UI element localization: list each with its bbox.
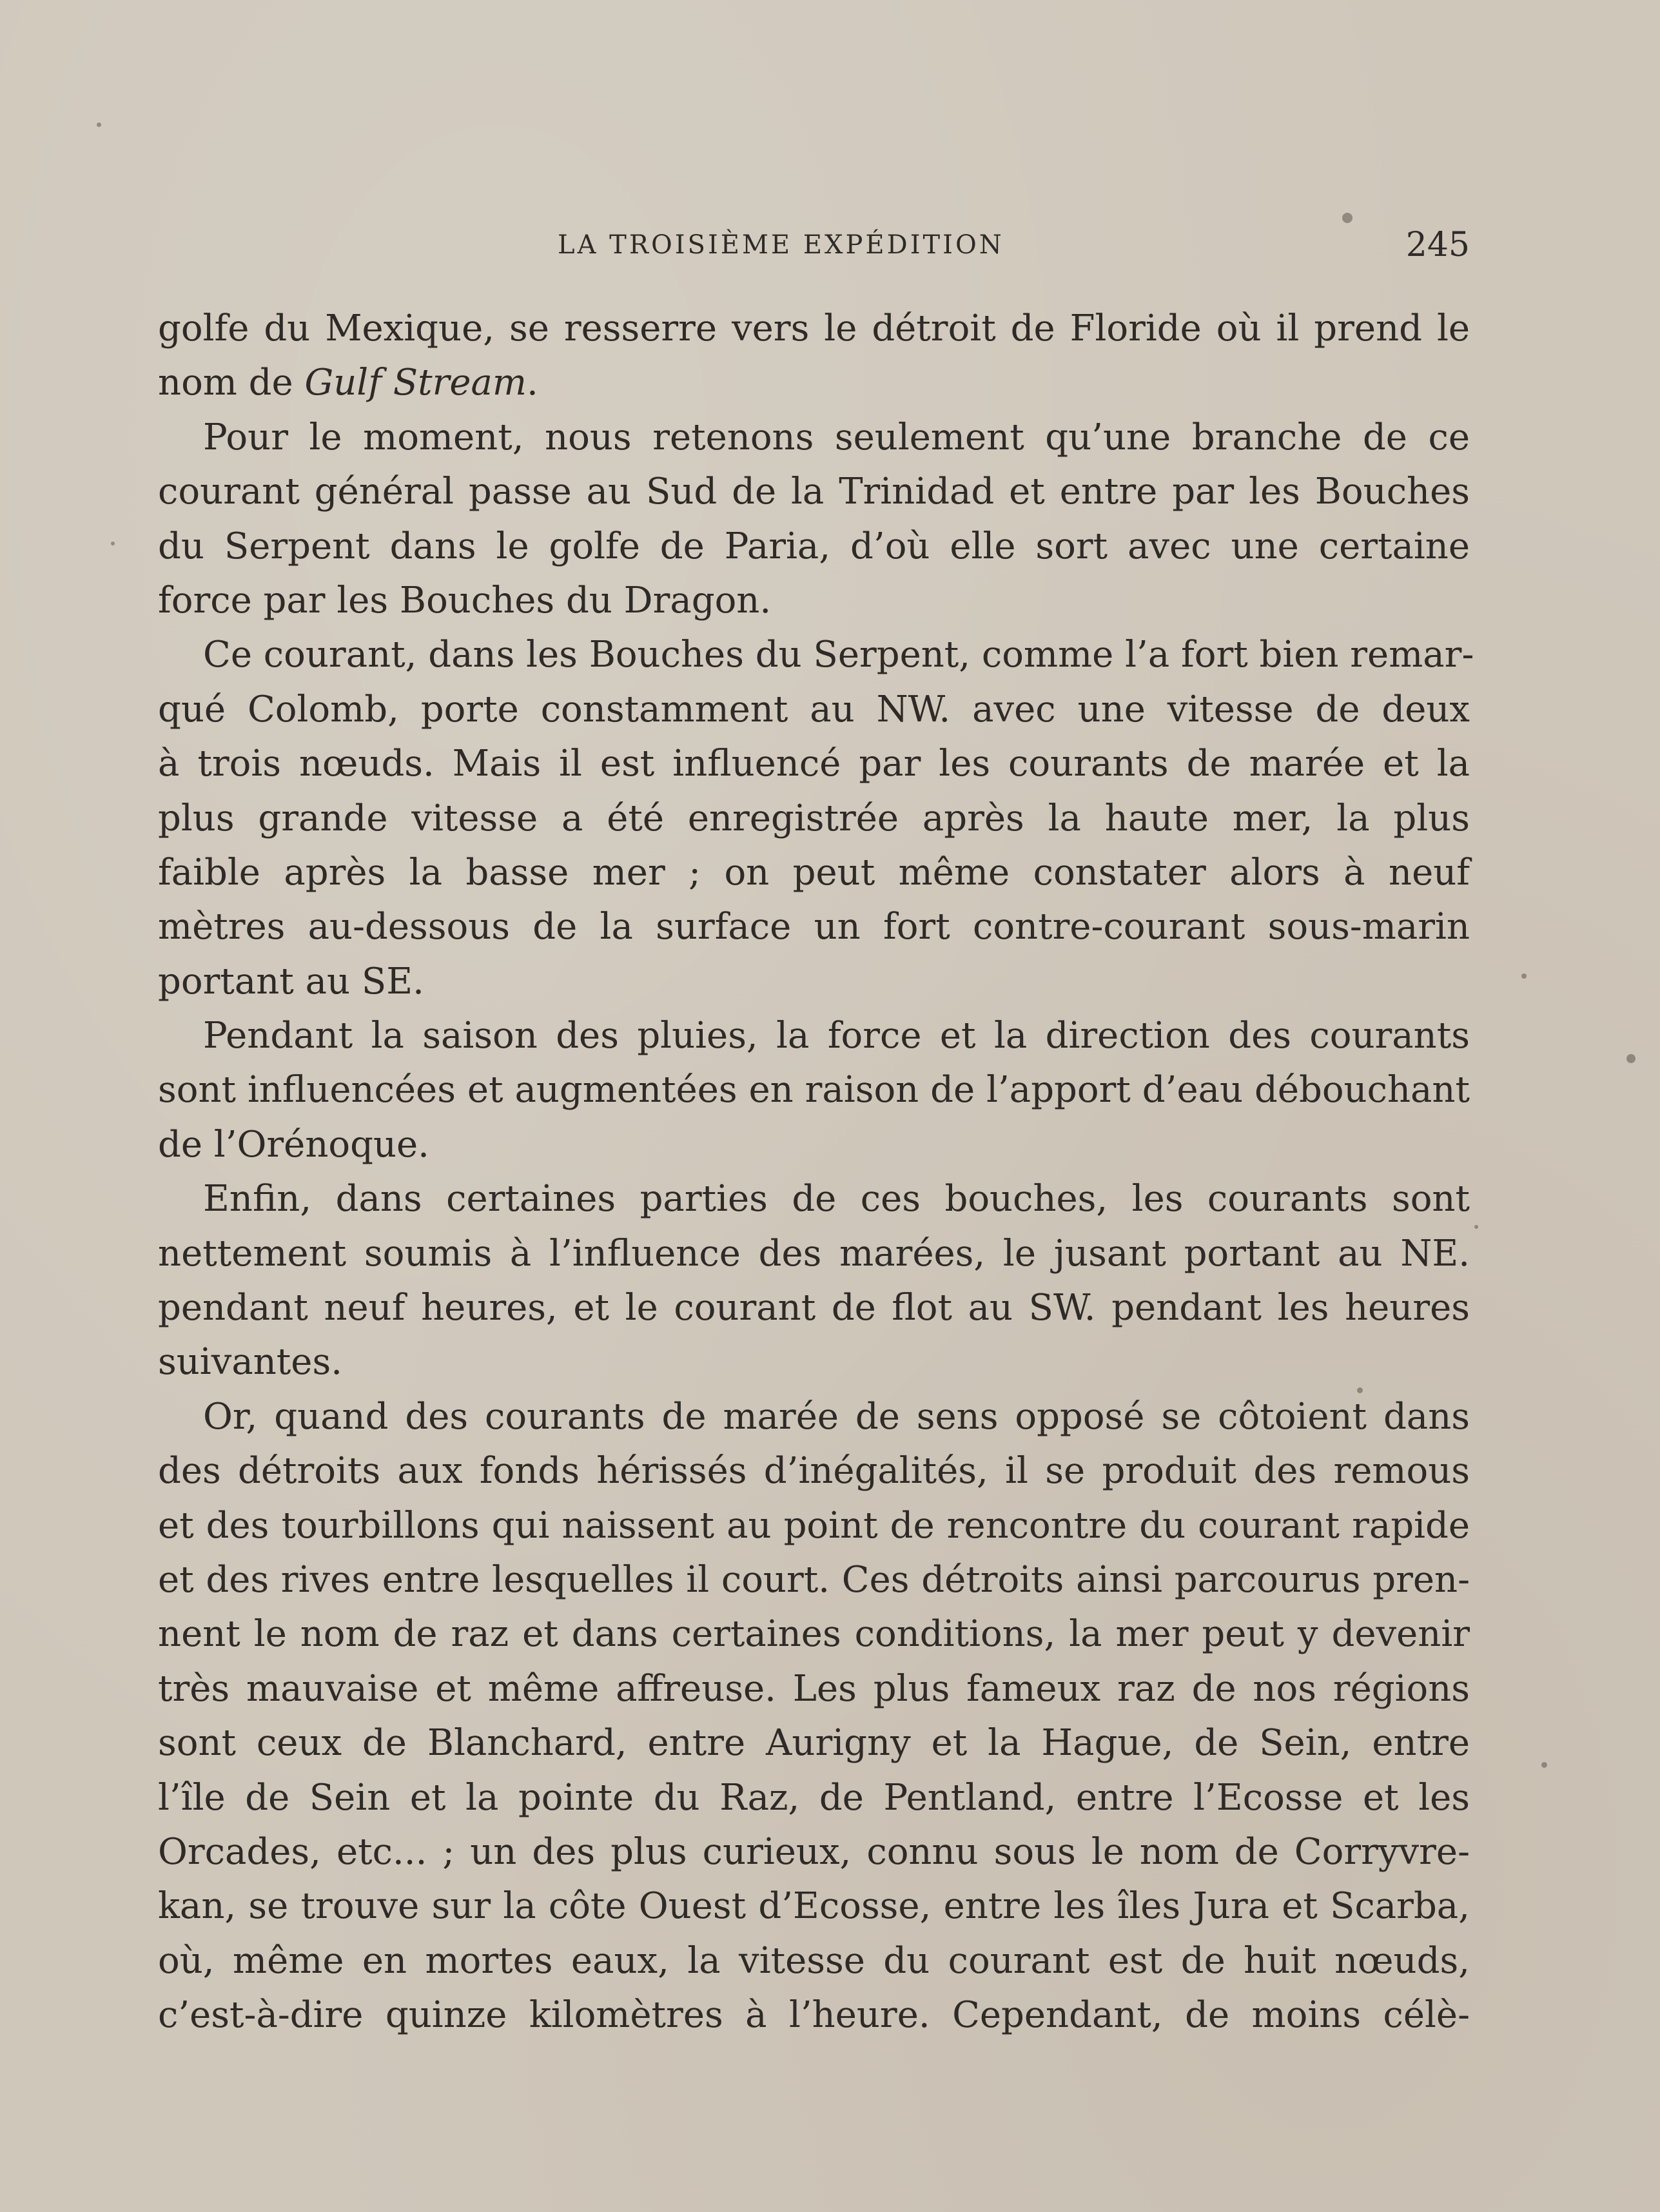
text-line: mètres au-dessous de la surface un fort contre-courant sous-marin: [158, 906, 1470, 948]
text-line: très mauvaise et même affreuse. Les plus fameux raz de nos régions: [158, 1667, 1470, 1710]
paper-speck: [1541, 1762, 1547, 1768]
text-line: Ce courant, dans les Bouches du Serpent, comme l’a fort bien remar-: [203, 634, 1474, 676]
text-line: où, même en mortes eaux, la vitesse du courant est de huit nœuds,: [158, 1939, 1470, 1982]
paper-speck: [1626, 1054, 1636, 1063]
text-line: des détroits aux fonds hérissés d’inégalités, il se produit des remous: [158, 1450, 1470, 1493]
text-line: force par les Bouches du Dragon.: [158, 579, 772, 622]
text-line: kan, se trouve sur la côte Ouest d’Ecosse, entre les îles Jura et Scarba,: [158, 1885, 1470, 1928]
text-line: et des tourbillons qui naissent au point de rencontre du courant rapide: [158, 1504, 1470, 1547]
text-line: l’île de Sein et la pointe du Raz, de Pentland, entre l’Ecosse et les: [158, 1776, 1470, 1819]
text-fragment: .: [527, 362, 538, 404]
page-number: 245: [1405, 226, 1470, 264]
text-line: Enfin, dans certaines parties de ces bouches, les courants sont: [203, 1178, 1470, 1220]
text-line: sont influencées et augmentées en raison de l’apport d’eau débouchant: [158, 1069, 1470, 1111]
text-line: du Serpent dans le golfe de Paria, d’où elle sort avec une certaine: [158, 525, 1470, 567]
text-fragment: nom de: [158, 362, 305, 404]
italic-term: Gulf Stream: [304, 362, 527, 404]
paper-speck: [1342, 213, 1352, 223]
text-line: Or, quand des courants de marée de sens opposé se côtoient dans: [203, 1395, 1470, 1438]
paper-speck: [97, 122, 101, 127]
text-line: c’est-à-dire quinze kilomètres à l’heure. Cependant, de moins célè-: [158, 1994, 1470, 2037]
text-line: sont ceux de Blanchard, entre Aurigny et la Hague, de Sein, entre: [158, 1722, 1470, 1765]
text-line: courant général passe au Sud de la Trinidad et entre par les Bouches: [158, 471, 1470, 513]
running-title: LA TROISIÈME EXPÉDITION: [558, 230, 1004, 260]
text-line: qué Colomb, porte constamment au NW. avec une vitesse de deux: [158, 688, 1470, 730]
paper-speck: [111, 542, 115, 545]
text-line: faible après la basse mer ; on peut même constater alors à neuf: [158, 851, 1470, 894]
text-line: plus grande vitesse a été enregistrée après la haute mer, la plus: [158, 797, 1470, 839]
text-line: suivantes.: [158, 1341, 342, 1384]
paper-speck: [1474, 1225, 1478, 1229]
text-line: pendant neuf heures, et le courant de flot au SW. pendant les heures: [158, 1287, 1470, 1329]
running-head: [158, 222, 1470, 268]
text-line: nettement soumis à l’influence des marées, le jusant portant au NE.: [158, 1232, 1470, 1275]
text-line: golfe du Mexique, se resserre vers le détroit de Floride où il prend le: [158, 308, 1470, 349]
text-line: Orcades, etc... ; un des plus curieux, connu sous le nom de Corryvre-: [158, 1830, 1470, 1873]
text-line: de l’Orénoque.: [158, 1123, 429, 1166]
text-line: Pour le moment, nous retenons seulement qu’une branche de ce: [203, 416, 1470, 458]
text-line: portant au SE.: [158, 960, 424, 1003]
text-line: [158, 356, 1470, 410]
text-line: Pendant la saison des pluies, la force et la direction des courants: [203, 1015, 1470, 1057]
text-line: et des rives entre lesquelles il court. Ces détroits ainsi parcourus pren-: [158, 1558, 1470, 1601]
text-line: à trois nœuds. Mais il est influencé par les courants de marée et la: [158, 743, 1470, 785]
text-line: nent le nom de raz et dans certaines conditions, la mer peut y devenir: [158, 1613, 1470, 1656]
paper-speck: [1521, 974, 1527, 979]
body-text: [158, 302, 1474, 2043]
